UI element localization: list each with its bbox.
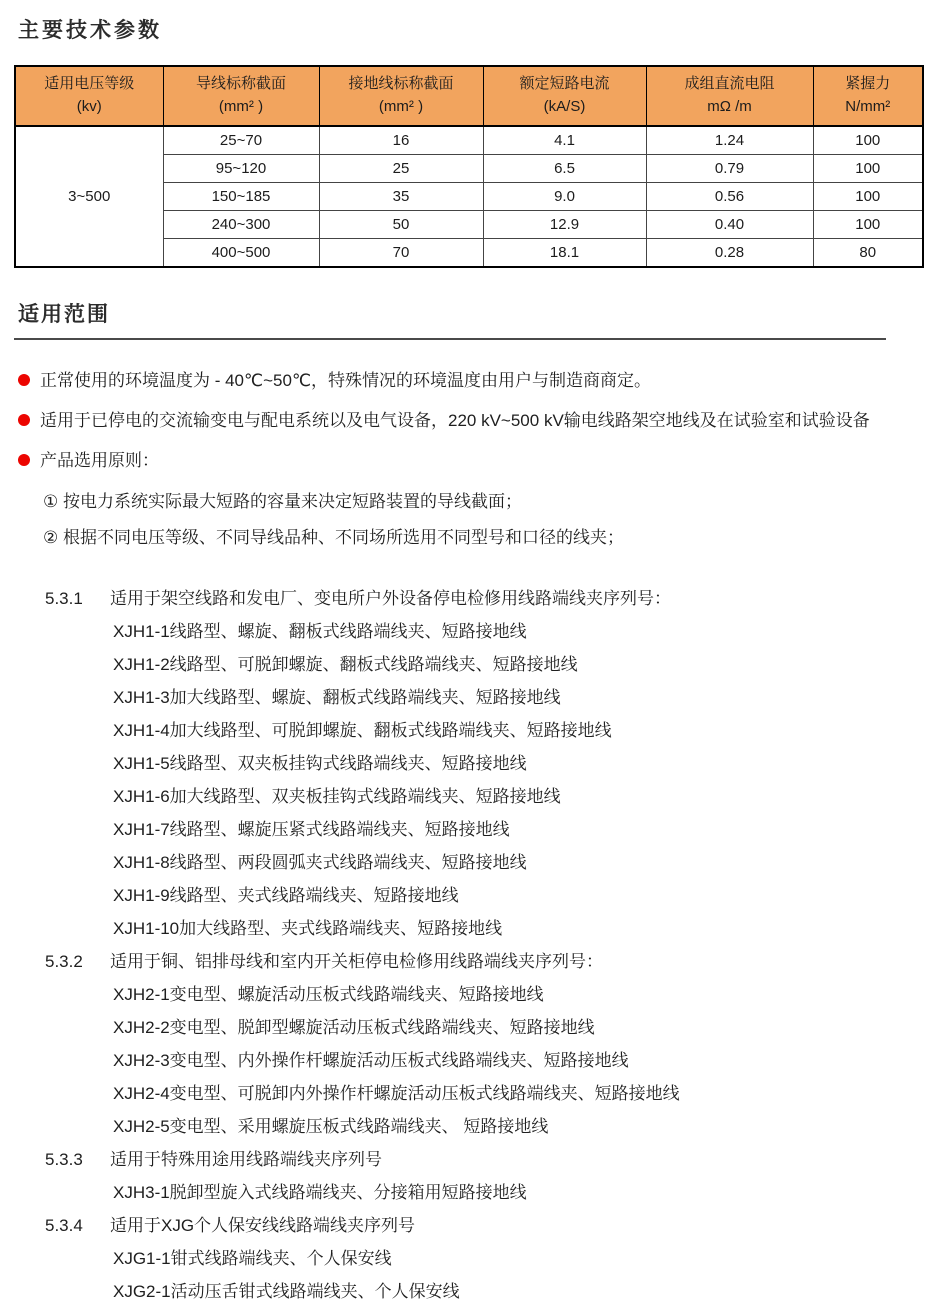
header-unit: (kA/S) bbox=[543, 98, 586, 115]
model-item: XJH2-1变电型、螺旋活动压板式线路端线夹、短路接地线 bbox=[113, 985, 544, 1004]
page-title: 主要技术参数 bbox=[18, 19, 162, 42]
section-number: 5.3.2 bbox=[45, 952, 83, 971]
header-label: 导线标称截面 bbox=[195, 75, 286, 92]
header-label: 接地线标称截面 bbox=[348, 75, 454, 92]
section-number: 5.3.4 bbox=[45, 1216, 83, 1235]
bullet-text: 产品选用原则： bbox=[40, 451, 159, 470]
model-item: XJH1-1线路型、螺旋、翻板式线路端线夹、短路接地线 bbox=[113, 622, 527, 641]
header-unit: mΩ /m bbox=[707, 98, 752, 115]
table-cell: 25 bbox=[319, 155, 483, 183]
model-item: XJH2-5变电型、采用螺旋压板式线路端线夹、 短路接地线 bbox=[113, 1117, 549, 1136]
table-cell: 4.1 bbox=[483, 126, 646, 155]
table-cell: 400~500 bbox=[163, 239, 319, 268]
series-listing bbox=[0, 582, 936, 1308]
section-number: 5.3.1 bbox=[45, 589, 83, 608]
scope-bullet-list bbox=[18, 364, 916, 477]
model-item: XJH1-10加大线路型、夹式线路端线夹、短路接地线 bbox=[113, 919, 503, 938]
table-cell: 1.24 bbox=[646, 126, 813, 155]
section-heading bbox=[0, 945, 936, 978]
list-item bbox=[18, 404, 916, 437]
section-heading bbox=[0, 582, 936, 615]
model-item: XJH1-2线路型、可脱卸螺旋、翻板式线路端线夹、短路接地线 bbox=[113, 655, 578, 674]
list-item bbox=[18, 444, 916, 477]
header-unit: (mm² ) bbox=[378, 98, 424, 115]
col-header-conductor-section bbox=[163, 66, 319, 126]
model-item: XJH2-4变电型、可脱卸内外操作杆螺旋活动压板式线路端线夹、短路接地线 bbox=[113, 1084, 680, 1103]
table-cell: 0.56 bbox=[646, 183, 813, 211]
table-cell: 100 bbox=[813, 211, 923, 239]
table-cell: 240~300 bbox=[163, 211, 319, 239]
table-cell: 50 bbox=[319, 211, 483, 239]
section-heading-text: 适用于XJG个人保安线线路端线夹序列号 bbox=[110, 1216, 416, 1235]
col-header-ground-section bbox=[319, 66, 483, 126]
table-cell: 70 bbox=[319, 239, 483, 268]
table-cell: 100 bbox=[813, 155, 923, 183]
col-header-grip-force bbox=[813, 66, 923, 126]
principle-item: ② 根据不同电压等级、不同导线品种、不同场所选用不同型号和口径的线夹； bbox=[43, 528, 624, 547]
red-bullet-icon bbox=[18, 414, 30, 426]
table-cell: 9.0 bbox=[483, 183, 646, 211]
table-cell: 12.9 bbox=[483, 211, 646, 239]
principle-item: ① 按电力系统实际最大短路的容量来决定短路装置的导线截面； bbox=[43, 492, 522, 511]
table-cell: 80 bbox=[813, 239, 923, 268]
col-header-voltage bbox=[15, 66, 163, 126]
section-heading-text: 适用于特殊用途用线路端线夹序列号 bbox=[110, 1150, 382, 1169]
header-label: 适用电压等级 bbox=[44, 75, 135, 92]
table-cell: 18.1 bbox=[483, 239, 646, 268]
tech-params-table bbox=[14, 65, 924, 268]
model-item: XJG1-1钳式线路端线夹、个人保安线 bbox=[113, 1249, 392, 1268]
table-cell: 25~70 bbox=[163, 126, 319, 155]
header-unit: (mm² ) bbox=[218, 98, 264, 115]
section-heading bbox=[0, 1209, 936, 1242]
model-item: XJH1-4加大线路型、可脱卸螺旋、翻板式线路端线夹、短路接地线 bbox=[113, 721, 612, 740]
header-label: 紧握力 bbox=[845, 75, 891, 92]
section-number: 5.3.3 bbox=[45, 1150, 83, 1169]
model-item: XJG2-1活动压舌钳式线路端线夹、个人保安线 bbox=[113, 1282, 460, 1301]
table-cell: 0.40 bbox=[646, 211, 813, 239]
table-cell: 6.5 bbox=[483, 155, 646, 183]
table-cell: 0.28 bbox=[646, 239, 813, 268]
list-item bbox=[18, 364, 916, 397]
col-header-dc-resistance bbox=[646, 66, 813, 126]
table-cell: 95~120 bbox=[163, 155, 319, 183]
section-heading-text: 适用于架空线路和发电厂、变电所户外设备停电检修用线路端线夹序列号： bbox=[110, 589, 671, 608]
table-cell: 100 bbox=[813, 183, 923, 211]
header-label: 额定短路电流 bbox=[519, 75, 610, 92]
scope-section-header bbox=[14, 298, 886, 340]
bullet-text: 正常使用的环境温度为 - 40℃~50℃，特殊情况的环境温度由用户与制造商商定。 bbox=[40, 371, 652, 390]
table-cell: 0.79 bbox=[646, 155, 813, 183]
selection-principles bbox=[43, 484, 936, 556]
model-item: XJH1-8线路型、两段圆弧夹式线路端线夹、短路接地线 bbox=[113, 853, 527, 872]
table-cell: 16 bbox=[319, 126, 483, 155]
table-cell: 100 bbox=[813, 126, 923, 155]
col-header-short-circuit-current bbox=[483, 66, 646, 126]
table-cell: 150~185 bbox=[163, 183, 319, 211]
table-cell: 35 bbox=[319, 183, 483, 211]
model-item: XJH1-3加大线路型、螺旋、翻板式线路端线夹、短路接地线 bbox=[113, 688, 561, 707]
header-unit: (kv) bbox=[76, 98, 102, 115]
voltage-range-cell: 3~500 bbox=[15, 126, 163, 267]
red-bullet-icon bbox=[18, 374, 30, 386]
model-item: XJH1-7线路型、螺旋压紧式线路端线夹、短路接地线 bbox=[113, 820, 510, 839]
table-header bbox=[15, 66, 923, 126]
model-item: XJH3-1脱卸型旋入式线路端线夹、分接箱用短路接地线 bbox=[113, 1183, 527, 1202]
section-heading-text: 适用于铜、铝排母线和室内开关柜停电检修用线路端线夹序列号： bbox=[110, 952, 603, 971]
bullet-text: 适用于已停电的交流输变电与配电系统以及电气设备，220 kV~500 kV输电线路架空地线及在试验室和试验设备 bbox=[40, 411, 870, 430]
header-unit: N/mm² bbox=[845, 98, 891, 115]
model-item: XJH1-6加大线路型、双夹板挂钩式线路端线夹、短路接地线 bbox=[113, 787, 561, 806]
model-item: XJH2-3变电型、内外操作杆螺旋活动压板式线路端线夹、短路接地线 bbox=[113, 1051, 629, 1070]
section-heading bbox=[0, 1143, 936, 1176]
header-label: 成组直流电阻 bbox=[684, 75, 775, 92]
red-bullet-icon bbox=[18, 454, 30, 466]
table-row bbox=[15, 126, 923, 155]
model-item: XJH2-2变电型、脱卸型螺旋活动压板式线路端线夹、短路接地线 bbox=[113, 1018, 595, 1037]
scope-title: 适用范围 bbox=[18, 303, 110, 326]
model-item: XJH1-9线路型、夹式线路端线夹、短路接地线 bbox=[113, 886, 459, 905]
model-item: XJH1-5线路型、双夹板挂钩式线路端线夹、短路接地线 bbox=[113, 754, 527, 773]
table-body bbox=[15, 126, 923, 267]
